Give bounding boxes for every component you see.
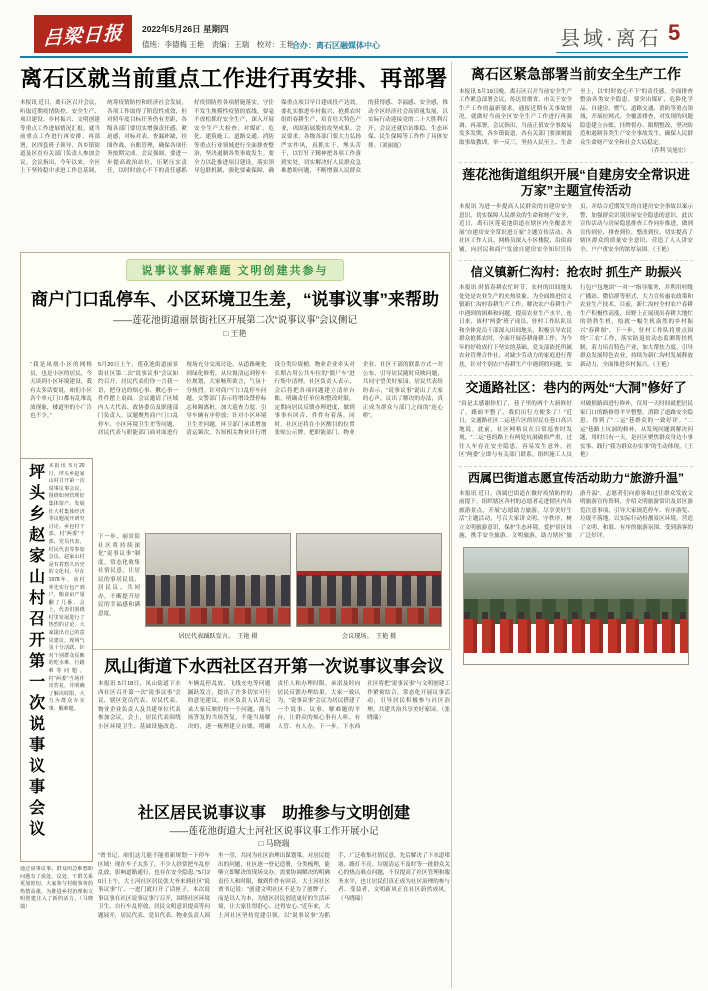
feature-bottom-row <box>98 533 443 627</box>
main-article-title: 离石区就当前重点工作进行再安排、再部署 <box>20 66 448 91</box>
feature-tag-badge: 说事议事解难题 文明创建共参与 <box>126 259 343 281</box>
article-title: 离石区紧急部署当前安全生产工作 <box>471 66 681 82</box>
feature-body-continued: 下一步，丽景街社区将持续深化“说事议事”制度，常态化收集社情民意，让居民的事居民说、居民议、共同办，不断提升居民的幸福感和满意度。 <box>98 534 140 617</box>
header-rule-thin <box>556 52 688 53</box>
photo-captions-row <box>98 631 443 640</box>
photo-residents-speaking <box>145 533 291 627</box>
vertical-article-title: 坪头乡赵家山村召开第一次说事议事会议 <box>26 463 44 841</box>
right-column <box>459 62 693 671</box>
co-host-line: 合办：离石区融媒体中心 <box>292 41 380 50</box>
masthead-logo <box>34 15 132 53</box>
vertical-article-body: 本报讯 5月20日，坪头乡赵家山村召开第一次说事议事会议，围绕如何管理好集体资产、发展壮大村集体经济等议题展开研究讨论。乡包村干部、村“两委”干部、党员代表、村民代表等参加会议。赵家山村是有着悠久历史的文化村。早在1978年，该村率先实行包产到户，粮食亩产量翻了几番。会上，代表们围绕村里发展进行了热烈的讨论，大家提出自己的意见建议，现场气氛十分活跃。针对个别群众反映的吃水难、行路难等问题，村“两委”当场作出答复，并明确了解决时限，大力为群众办实事、解难题。 <box>48 463 85 712</box>
article-jiaotong-road <box>459 375 693 466</box>
photo-people-shape <box>297 575 441 606</box>
article-fengshan-body: 本报讯 5月18日，凤山街道下水西社区召开第一次“说事议事”会议，辖区党员代表、居民代表、物业企业负责人及共建单位代表参加会议。会上，居民代表围绕小区环境卫生、基础设施改造、车辆乱停乱放、飞线充电等问题踊跃发言，提出了许多切实可行的意见建议。社区负责人认真记录大家反映的每一个问题，能当场答复的当场答复，不能当场解决的，逐一梳理建立台账，明确责任人和办理时限，承诺及时向居民反馈办理结果。大家一致认为，“说事议事”会议为居民搭建了一个说事、议事、解难题的平台，让群众的烦心事有人听、有人管、有人办。下一步，下水西社区将把“说事议事”与文明创建工作紧密结合，常态化开展议事活动，引导居民积极参与社区治理，共建共治共享美好家园。（张晓瑞） <box>98 681 450 730</box>
article-body: 本报讯 近日，西属巴街道在做好疫情防控的前提下，组织辖区各村的志愿者走进辖区内各旅游景点，开展“志愿助力旅游，尽享美好生活”主题活动，号召大家讲文明、守秩序，树立文明旅游意识，保护生态环境，爱护景区设施，携手安全旅游、文明旅游，助力辖区“旅游升温”。志愿者们向游客和过往群众发放文明旅游宣传资料，介绍文明旅游常识及景区游览注意事项，引导大家规范停车、有序游览、垃圾不落地，以实际行动扮靓景区环境，营造了文明、和谐、有序的旅游氛围，受到游客的广泛好评。 <box>459 490 693 540</box>
feature-title: 商户门口乱停车、小区环境卫生差，“说事议事”来帮助 <box>31 290 439 309</box>
photo-caption-1: 居民代表踊跃发言。 王艳 摄 <box>178 633 258 640</box>
article-community-byline: □ 马晓瑞 <box>258 839 290 848</box>
article-community-body: “贾书记，咱们这儿能不能重新规划一下停车区域！现在车子太多了，不少人经常把车乱停乱放，影响道路通行，也存在安全隐患。”5月20日上午，大土河社区居民张大爷来到社区“说事议事”厅，一进门就打开了话匣子。本次说事议事在社区说事议事厅召开，围绕社区环境卫生、自行车乱停放、居民文明意识提高等问题展开，居民代表、党员代表、物业负责人围坐一堂，共同为社区治理出谋划策。对居民提出的问题，社区逐一登记造册，分类梳理，能够立即解决的现场交办，需要协调解决的明确责任人和时限，做到件件有回音。大土河社区贾书记说：“创建文明社区不是为了创牌子，而是以人为本，为辖区居民创造更好的生活环境，让大家住得舒心、过得安心。”近年来，大土河社区坚持党建引领，以“说事议事”为抓手，广泛收集社情民意，先后解决了下水道堵塞、路灯不亮、垃圾清运不及时等一批群众关心的热点难点问题，不仅提高了社区管理和服务水平，也让居民们真正成为社区治理的参与者、受益者，文明新风正在社区蔚然成风。（马晓瑞） <box>98 853 450 919</box>
photo-meeting-scene <box>296 533 442 627</box>
feature-byline: □ 王艳 <box>223 329 247 338</box>
photo-volunteers-outdoor <box>463 547 689 665</box>
feature-subtitle: ——莲花池街道丽景街社区开展第二次“说事议事”会议侧记 <box>113 315 357 326</box>
main-article-body: 本报讯 近日，离石区召开会议，听取近期疫情防控、安全生产、项目建设、乡村振兴、文明创建等重点工作进展情况汇报，就当前重点工作进行再安排、再部署。区四套班子领导、各乡镇街道及区直有关部门负责人参加会议。会议指出，今年以来，全区上下坚持稳中求进工作总基调，统筹疫情防控和经济社会发展，各项工作取得了阶段性成效，但对照年度目标任务仍有差距，各级各部门要切实增强责任感、紧迫感，对标对表、查漏补缺，挂图作战、台账管理，确保各项任务按期完成。会议强调，要进一步提高政治站位，压紧压实责任，以时时放心不下的责任感抓好疫情防控各项措施落实，守住不发生规模性疫情的底线。要毫不放松抓好安全生产，深入开展安全生产大检查，对煤矿、危化、建筑施工、道路交通、消防等重点行业领域进行全面排查整治，坚决遏制各类事故发生。要全力以赴推进项目建设，落实领导包联机制，强化要素保障，确保重点项目早日建成投产达效。要扎实推进乡村振兴，抢抓农时组织春耕生产，培育壮大特色产业，巩固拓展脱贫攻坚成果。会议要求，各级各部门要大力弘扬严实作风，真抓实干、埋头苦干，以钉钉子精神把各项工作落到实处，切实解决好人民群众急难愁盼问题，不断增强人民群众的获得感、幸福感、安全感，推动全区经济社会高质量发展，以实际行动迎接党的二十大胜利召开。会议还就信访维稳、生态环保、民生保障等工作作了具体安排。（刘丽霞） <box>20 100 448 174</box>
photo-red-chairs-shape <box>146 608 290 625</box>
header-rule <box>20 56 688 58</box>
article-body: “真是太感谢你们了，巷子里的两个大洞修好了，路面平整了，我们出行方便多了！”近日，交通路社区二运巷片区的居民在巷口高兴地说。此前，社区网格员在日常巡查时发现，“二运”巷的路上有两处坑洞破损严重，过往人车存在安全隐患，容易发生意外。社区“两委”立即与有关部门联系，组织施工人员对破损路面进行修补，仅用一天时间就把居民家门口的路修得平平整整，消除了道路安全隐患，得到了“二运”巷群众的一致好评。“二运”巷路上坑洞的修补，从发现问题到解决问题，用时只有一天，是社区聚焦群众身边小事实事、践行“我为群众办实事”的生动体现。（王艳） <box>459 401 693 459</box>
column-divider <box>451 62 452 988</box>
article-attribution: （乔利 吴旭宏） <box>648 148 689 154</box>
article-community-title: 社区居民说事议事 助推参与文明创建 <box>137 805 410 822</box>
photo-people-shape <box>146 575 290 606</box>
staff-line: 值班：李德梅 王艳 责编：王瑞 校对：王艳 <box>142 40 295 49</box>
article-xishuba-tourism <box>459 466 693 671</box>
article-self-built-housing <box>459 162 693 261</box>
photo-wall-shape <box>146 534 290 576</box>
date-line: 2022年5月26日 星期四 <box>142 24 229 34</box>
article-title: 交通路社区：巷内的两处“大洞”修好了 <box>465 380 687 395</box>
section-title: 县域·离石 <box>560 28 662 50</box>
article-body: 本报讯 5月19日晚，离石区召开当前安全生产工作紧急部署会议，传达贯彻省、市关于安全生产工作的最新要求，通报近期有关事故情况，就做好当前全区安全生产工作进行再强调、再部署。会议指出，当前正值安全事故易发多发期，各乡镇街道、各有关部门要深刻汲取事故教训，举一反三，坚持人民至上、生命至上，以“时时放心不下”的责任感，全面排查整治各类安全隐患。要突出煤矿、危险化学品、自建房、燃气、道路交通、消防等重点领域，开展拉网式、全覆盖排查，对发现的问题隐患建立台账、挂牌督办、限期整改，坚决防范和遏制各类生产安全事故发生，确保人民群众生命财产安全和社会大局稳定。 <box>459 88 693 146</box>
feature-body: 5月20日上午，莲花池街道丽景街社区第二次“说事议事”会议如约召开，居民代表们你一言我一语，把身边的烦心事、揪心事一件件摆上桌面。会议邀请了区域内人大代表、政协委员及职能部门负责人，议题聚焦商户门口乱停车、小区环境卫生差等问题，居民代表与职能部门面对面进行现场充分交流讨论。从道路硬化到绿化修剪，从垃圾清运到停车位规划，大家畅所欲言，气氛十分热烈。针对商户门口乱停车问题，交警部门表示将增设禁停标志和隔离桩，加大巡查力度，引导车辆有序停放；针对小区环境卫生差问题，环卫部门承诺增加清运频次，告知相关物业自行增设分类垃圾桶，物业企业牵头对长期占用公共车位的“僵尸车”进行集中清理。社区负责人表示，会后将把各项问题建立清单台账，明确责任单位和整改时限，定期向居民反馈办理进度，做到事事有回音、件件有着落。同时，社区还将在小区醒目的位置张贴公示牌，把职能部门、物业企业、社区干部的联系方式一并公布，引导居民随时反映问题，共同守望美好家园。居民代表纷纷表示，“说事议事”说出了大家的心声，议出了解决的办法，真正成为群众与部门之间的“连心桥”。 <box>98 362 443 436</box>
article-community-subtitle: ——莲花池街道大土河社区说事议事工作开展小记 <box>169 826 379 837</box>
article-body: 本报讯 时值春耕农忙时节，农村的田间地头处处是农业生产的火热景象。为全面推进信义镇新仁沟村春耕生产工作，解决农户春耕生产中遇到的困难和问题，提高农业生产水平，连日来，该村“两委”班子成员、驻村工作队队员和全体党员干部深入田间地头，积极引导农民群众抢抓农时，全面开展春耕备耕工作，为今年的好收成打下坚实的基础。党支部依托所属农业管理合作社，对缺少劳动力的家庭进行帮扶，针对个别农户春耕生产中遇到的问题，实行包户包地块“一对一”指导服务，并利用村级广播站、微信群等形式，大力宣传惠农政策和农业生产技术。目前，新仁沟村全村农户春耕生产积极性高涨，田野上正展现出春耕大地忙的勃勃生机，绘就一幅生机盎然的乡村振兴“春耕图”。下一步，驻村工作队将重点围绕“三农”工作，落实防返贫动态监测帮扶机制，着力培育特色产业，加大帮扶力度，引导群众发展特色农业，持续为新仁沟村发展释放新动力，全面推进乡村振兴。（王艳） <box>459 285 693 368</box>
photo-red-chairs-shape <box>297 608 441 625</box>
feature-tag-row <box>21 259 449 281</box>
article-safety-production <box>459 62 693 162</box>
feature-lead-column: “我是凤凰小区的网格员，也是小区的居民，今天谈到小区环境建设，我有太多话要说，咱们小区各个单元门口都有乱堆乱放现象，楼道里的小广告也不少。” <box>30 362 92 419</box>
article-fengshan-title: 凤山街道下水西社区召开第一次说事议事会议 <box>104 657 444 676</box>
article-pingtou-village <box>20 458 93 862</box>
page-number: 5 <box>668 20 681 45</box>
paper-name: 吕梁日报 <box>42 21 124 50</box>
photo-red-vests-shape <box>464 619 688 654</box>
article-xinyi-town <box>459 260 693 375</box>
photo-caption-2: 会议现场。 王艳 摄 <box>341 633 397 640</box>
vertical-article-body-continued: 通过说事议事，群众的急难愁盼问题有了说处、议处，干群关系更加密切，大家参与村级事务的热情高涨，为推进乡村治理和文明创建注入了新的活力。（马晓瑞） <box>20 866 93 910</box>
article-title: 西属巴街道志愿宣传活动助力“旅游升温” <box>467 470 684 485</box>
article-body: 本报讯 为进一步提高人民群众的自建房安全意识，切实保障人民群众的生命和财产安全，近日，离石区莲花池街道在辖区内全覆盖开展“自建房安全常识进万家”主题宣传活动。各社区工作人员、网格员深入小区楼院、沿街商铺，向居民和商户发放自建房安全知识宣传页，并结合近期发生的自建房安全事故以案示警，加强群众识别房屋安全隐患的意识。此次宣传活动与房屋隐患排查工作同步推进，做到宣传到位、排查到位、整改到位，切实提高了辖区群众的质量安全意识，营造了人人讲安全、户户重安全的浓厚氛围。（王艳） <box>459 204 693 253</box>
article-title: 莲花池街道组织开展“自建房安全常识进万家”主题宣传活动 <box>462 166 690 198</box>
article-title: 信义镇新仁沟村：抢农时 抓生产 助振兴 <box>470 265 682 279</box>
